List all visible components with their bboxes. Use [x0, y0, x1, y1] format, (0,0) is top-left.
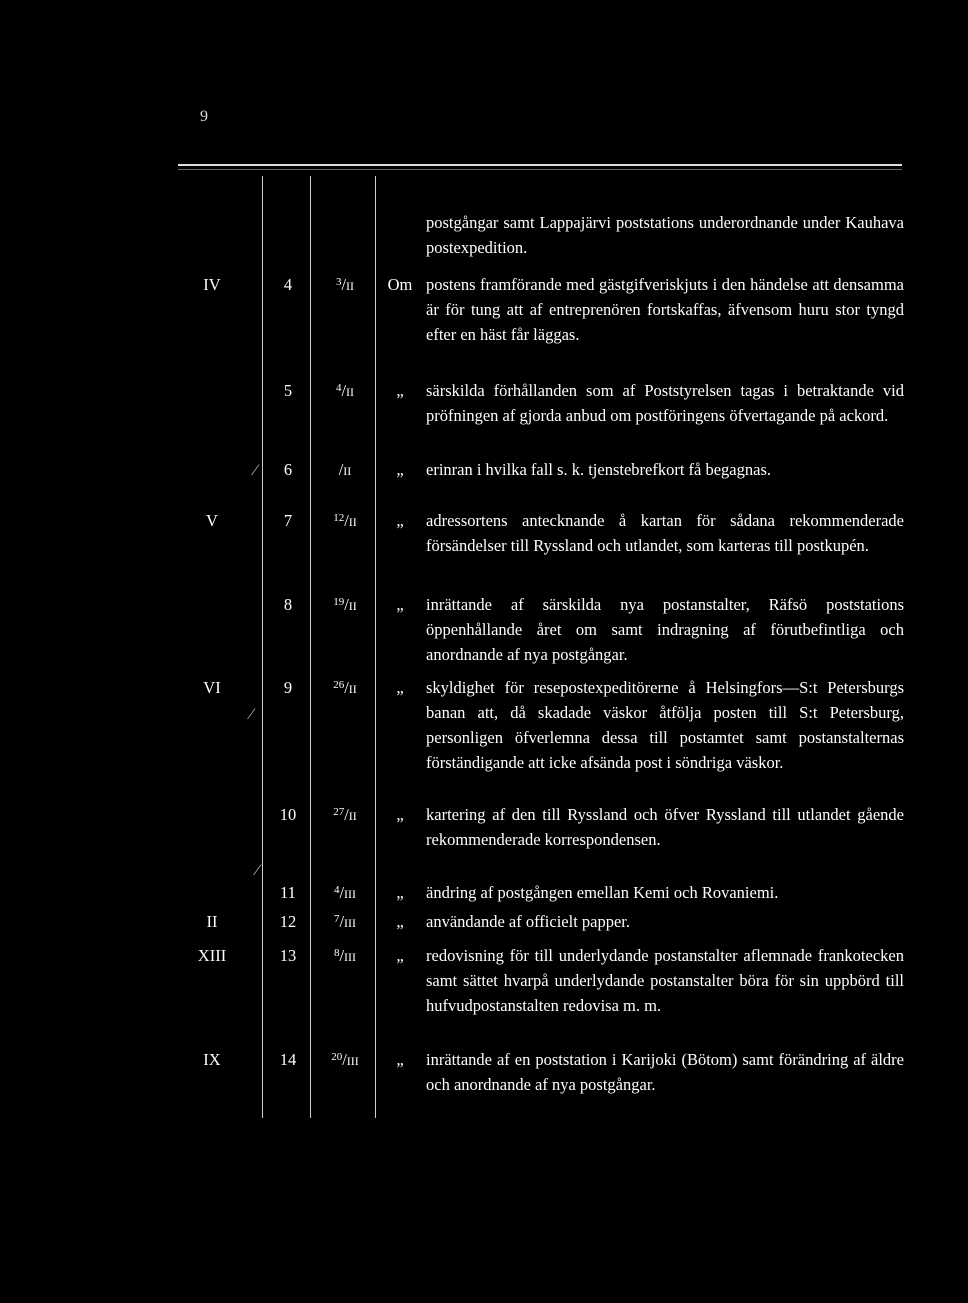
entry-day: 3: [335, 276, 342, 288]
date-slash: /: [344, 678, 349, 697]
entry-month: II: [346, 279, 355, 293]
date-slash: /: [341, 381, 347, 400]
date-slash: /: [338, 460, 344, 479]
entry-description: erinran i hvilka fall s. k. tjenstebrefkort få begagnas.: [426, 460, 772, 479]
entry-date: [318, 675, 372, 702]
entry-date: [318, 880, 372, 907]
date-slash: /: [339, 912, 345, 931]
entry-description: ändring af postgången emellan Kemi och Rovaniemi.: [426, 883, 779, 902]
entry-day: 19: [333, 596, 345, 608]
header-rule-thin: [178, 169, 902, 170]
entry-month: II: [346, 385, 355, 399]
entry-day: 4: [333, 884, 340, 896]
ditto-om: „: [396, 1050, 404, 1069]
page-number: 9: [200, 108, 208, 125]
entry-description: skyldighet för resepostexpeditörerne å Helsingfors—S:t Petersburgs banan att, då skadade väskor åtfölja posten till S:t Petersburg, personligen öfverlemna dessa till postamtet samt postanstalternas förständigande att icke afsända post i söndriga väskor.: [426, 678, 904, 772]
ditto-om: „: [396, 678, 404, 697]
entry-description: postens framförande med gästgifveriskjuts i den händelse att densamma är för tung att af entreprenören fortskaffas, äfvensom huru stor tyngd efter en häst får läggas.: [426, 275, 904, 344]
entry-month: III: [346, 1054, 359, 1068]
entry-date: [318, 1047, 372, 1074]
entry-month: II: [348, 515, 357, 529]
entry-date: [318, 943, 372, 970]
ditto-om: Om: [387, 275, 413, 294]
ditto-om: „: [396, 381, 404, 400]
header-rule: [178, 164, 902, 166]
entry-number: 8: [283, 595, 293, 614]
entry-number: 4: [283, 275, 293, 294]
entry-month: II: [348, 599, 357, 613]
entry-day: 27: [333, 806, 345, 818]
entry-number: 12: [279, 912, 297, 931]
entry-month: II: [343, 464, 352, 478]
date-slash: /: [339, 946, 345, 965]
column-divider-3: [375, 176, 376, 1118]
entry-description: särskilda förhållanden som af Poststyrelsen tagas i betraktande vid pröfningen af gjorda anbud om postföringens öfvertagande på ackord.: [426, 381, 904, 425]
ditto-om: „: [396, 511, 404, 530]
entry-day: 4: [335, 382, 342, 394]
entry-month: III: [344, 887, 357, 901]
entry-description: inrättande af särskilda nya postanstalter, Räfsö poststations öppenhållande året om samt indragning af förutbefintliga och anordnande af nya postgångar.: [426, 595, 904, 664]
ditto-om: „: [396, 460, 404, 479]
entry-description: redovisning för till underlydande postanstalter aflemnade frankotecken samt sättet hvarpå underlydande postanstalter böra för sin uppbörd till hufvudpostanstalten redovisa m. m.: [426, 946, 904, 1015]
entry-date: [318, 378, 372, 405]
entry-number: 5: [283, 381, 293, 400]
chapter-roman: V: [206, 511, 218, 530]
date-slash: /: [344, 511, 349, 530]
ditto-om: „: [396, 946, 404, 965]
entry-day: 12: [333, 512, 345, 524]
entry-month: II: [348, 809, 357, 823]
entry-date: [318, 457, 372, 484]
entry-date: [318, 508, 372, 535]
entry-month: III: [344, 916, 357, 930]
entry-date: [318, 592, 372, 619]
chapter-roman: IV: [203, 275, 221, 294]
entry-date: [318, 909, 372, 936]
ditto-om: „: [396, 805, 404, 824]
entry-number: 9: [283, 678, 293, 697]
entry-number: 10: [279, 805, 297, 824]
entry-description: användande af officielt papper.: [426, 912, 631, 931]
entry-day: 8: [333, 947, 340, 959]
entry-number: 14: [279, 1050, 297, 1069]
ditto-om: „: [396, 912, 404, 931]
chapter-roman: VI: [203, 678, 221, 697]
ditto-om: „: [396, 595, 404, 614]
ditto-om: „: [396, 883, 404, 902]
entry-number: 11: [280, 883, 296, 902]
date-slash: /: [339, 883, 345, 902]
entry-number: 7: [283, 511, 293, 530]
column-divider-2: [310, 176, 311, 1118]
date-slash: /: [344, 595, 349, 614]
entry-number: 6: [283, 460, 293, 479]
entry-description: postgångar samt Lappajärvi poststations underordnande under Kauhava postexpedition.: [426, 213, 904, 257]
date-slash: /: [341, 275, 347, 294]
entry-description: inrättande af en poststation i Karijoki (Bötom) samt förändring af äldre och anordnande af nya postgångar.: [426, 1050, 904, 1094]
date-slash: /: [344, 805, 349, 824]
entry-date: [318, 802, 372, 829]
entry-number: 13: [279, 946, 297, 965]
chapter-roman: IX: [203, 1050, 221, 1069]
entry-day: 20: [331, 1051, 343, 1063]
entry-description: kartering af den till Ryssland och öfver Ryssland till utlandet gående rekommenderade korrespondensen.: [426, 805, 904, 849]
margin-mark: ⁄: [250, 706, 253, 723]
entry-day: 7: [333, 913, 340, 925]
entry-description: adressortens antecknande å kartan för sådana rekommenderade försändelser till Ryssland och utlandet, som karteras till postkupén.: [426, 511, 904, 555]
chapter-roman: XIII: [197, 946, 227, 965]
column-divider-1: [262, 176, 263, 1118]
chapter-roman: II: [206, 912, 218, 931]
entry-day: 26: [333, 679, 345, 691]
margin-mark: ⁄: [256, 862, 259, 879]
entry-month: II: [348, 682, 357, 696]
entry-date: [318, 272, 372, 299]
date-slash: /: [342, 1050, 347, 1069]
entry-month: III: [344, 950, 357, 964]
margin-mark: ⁄: [254, 462, 257, 479]
